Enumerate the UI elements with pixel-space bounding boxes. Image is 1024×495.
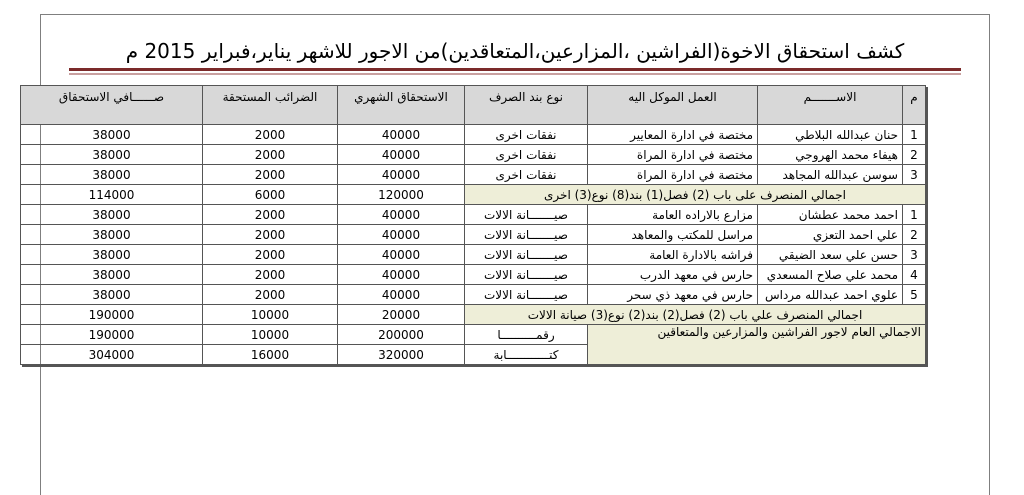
row-monthly: 40000 bbox=[338, 265, 465, 285]
row-monthly: 40000 bbox=[338, 165, 465, 185]
row-name: حسن علي سعد الضيقي bbox=[758, 245, 903, 265]
header-net: صــــــافي الاستحقاق bbox=[21, 86, 203, 125]
table-row bbox=[21, 125, 926, 145]
row-job: فراشه بالادارة العامة bbox=[588, 245, 758, 265]
row-name: علوي احمد عبدالله مرداس bbox=[758, 285, 903, 305]
subtotal-monthly: 120000 bbox=[338, 185, 465, 205]
row-monthly: 40000 bbox=[338, 145, 465, 165]
grand-digits-net: 190000 bbox=[21, 325, 203, 345]
row-item: صيـــــــانة الالات bbox=[465, 285, 588, 305]
subtotal-label: اجمالي المنصرف علي باب (2) فصل(2) بند(2) نوع(3) صيانة الالات bbox=[465, 305, 926, 325]
row-job: مختصة في ادارة المعايير bbox=[588, 125, 758, 145]
row-index: 2 bbox=[903, 225, 926, 245]
row-monthly: 40000 bbox=[338, 245, 465, 265]
table-row bbox=[21, 285, 926, 305]
table-row bbox=[21, 245, 926, 265]
row-job: حارس في معهد الدرب bbox=[588, 265, 758, 285]
row-taxes: 2000 bbox=[203, 225, 338, 245]
table-row bbox=[21, 205, 926, 225]
row-name: محمد علي صلاح المسعدي bbox=[758, 265, 903, 285]
wages-table bbox=[20, 85, 926, 365]
row-monthly: 40000 bbox=[338, 225, 465, 245]
row-job: مختصة في ادارة المراة bbox=[588, 145, 758, 165]
title-underline-light bbox=[69, 73, 961, 75]
row-job: حارس في معهد ذي سحر bbox=[588, 285, 758, 305]
subtotal-monthly: 20000 bbox=[338, 305, 465, 325]
row-item: صيـــــــانة الالات bbox=[465, 205, 588, 225]
row-taxes: 2000 bbox=[203, 125, 338, 145]
table-row bbox=[21, 145, 926, 165]
table-row bbox=[21, 265, 926, 285]
grand-words-label: كتــــــــــــابة bbox=[465, 345, 588, 365]
row-taxes: 2000 bbox=[203, 165, 338, 185]
row-index: 3 bbox=[903, 245, 926, 265]
row-job: مختصة في ادارة المراة bbox=[588, 165, 758, 185]
header-taxes: الضرائب المستحقة bbox=[203, 86, 338, 125]
row-net: 38000 bbox=[21, 225, 203, 245]
row-index: 5 bbox=[903, 285, 926, 305]
row-index: 3 bbox=[903, 165, 926, 185]
row-index: 2 bbox=[903, 145, 926, 165]
row-taxes: 2000 bbox=[203, 245, 338, 265]
subtotal-net: 114000 bbox=[21, 185, 203, 205]
row-name: هيفاء محمد الهروجي bbox=[758, 145, 903, 165]
row-job: مراسل للمكتب والمعاهد bbox=[588, 225, 758, 245]
subtotal-row-other-expenses bbox=[21, 185, 926, 205]
grand-total-label: الاجمالي العام لاجور الفراشين والمزارعين والمتعاقين bbox=[588, 325, 926, 365]
row-name: علي احمد التعزي bbox=[758, 225, 903, 245]
header-item: نوع بند الصرف bbox=[465, 86, 588, 125]
row-name: حنان عبدالله البلاطي bbox=[758, 125, 903, 145]
grand-words-taxes: 16000 bbox=[203, 345, 338, 365]
row-taxes: 2000 bbox=[203, 285, 338, 305]
subtotal-taxes: 10000 bbox=[203, 305, 338, 325]
row-net: 38000 bbox=[21, 245, 203, 265]
row-job: مزارع بالاراده العامة bbox=[588, 205, 758, 225]
row-name: احمد محمد عطشان bbox=[758, 205, 903, 225]
header-index: م bbox=[903, 86, 926, 125]
row-net: 38000 bbox=[21, 165, 203, 185]
row-net: 38000 bbox=[21, 145, 203, 165]
header-row bbox=[21, 86, 926, 125]
grand-digits-monthly: 200000 bbox=[338, 325, 465, 345]
row-item: صيـــــــانة الالات bbox=[465, 265, 588, 285]
header-monthly: الاستحقاق الشهري bbox=[338, 86, 465, 125]
subtotal-taxes: 6000 bbox=[203, 185, 338, 205]
title-underline-dark bbox=[69, 68, 961, 71]
row-item: نفقات اخرى bbox=[465, 145, 588, 165]
grand-words-net: 304000 bbox=[21, 345, 203, 365]
row-item: نفقات اخرى bbox=[465, 125, 588, 145]
row-net: 38000 bbox=[21, 285, 203, 305]
subtotal-label: اجمالي المنصرف على باب (2) فصل(1) بند(8) نوع(3) اخرى bbox=[465, 185, 926, 205]
row-taxes: 2000 bbox=[203, 205, 338, 225]
grand-total-digits-row bbox=[21, 325, 926, 345]
row-item: صيـــــــانة الالات bbox=[465, 245, 588, 265]
row-net: 38000 bbox=[21, 205, 203, 225]
row-monthly: 40000 bbox=[338, 285, 465, 305]
row-net: 38000 bbox=[21, 265, 203, 285]
page-title: كشف استحقاق الاخوة(الفراشين ،المزارعين،المتعاقدين)من الاجور للاشهر يناير،فبراير 2015 م bbox=[125, 39, 905, 63]
row-monthly: 40000 bbox=[338, 205, 465, 225]
row-item: نفقات اخرى bbox=[465, 165, 588, 185]
grand-digits-label: رقمــــــــــا bbox=[465, 325, 588, 345]
header-name: الاســـــــم bbox=[758, 86, 903, 125]
row-monthly: 40000 bbox=[338, 125, 465, 145]
grand-words-monthly: 320000 bbox=[338, 345, 465, 365]
row-index: 4 bbox=[903, 265, 926, 285]
row-name: سوسن عبدالله المجاهد bbox=[758, 165, 903, 185]
row-index: 1 bbox=[903, 205, 926, 225]
table-row bbox=[21, 225, 926, 245]
row-item: صيـــــــانة الالات bbox=[465, 225, 588, 245]
subtotal-row-machine-maintenance bbox=[21, 305, 926, 325]
row-taxes: 2000 bbox=[203, 145, 338, 165]
row-index: 1 bbox=[903, 125, 926, 145]
header-job: العمل الموكل اليه bbox=[588, 86, 758, 125]
grand-digits-taxes: 10000 bbox=[203, 325, 338, 345]
subtotal-net: 190000 bbox=[21, 305, 203, 325]
row-taxes: 2000 bbox=[203, 265, 338, 285]
table-row bbox=[21, 165, 926, 185]
row-net: 38000 bbox=[21, 125, 203, 145]
